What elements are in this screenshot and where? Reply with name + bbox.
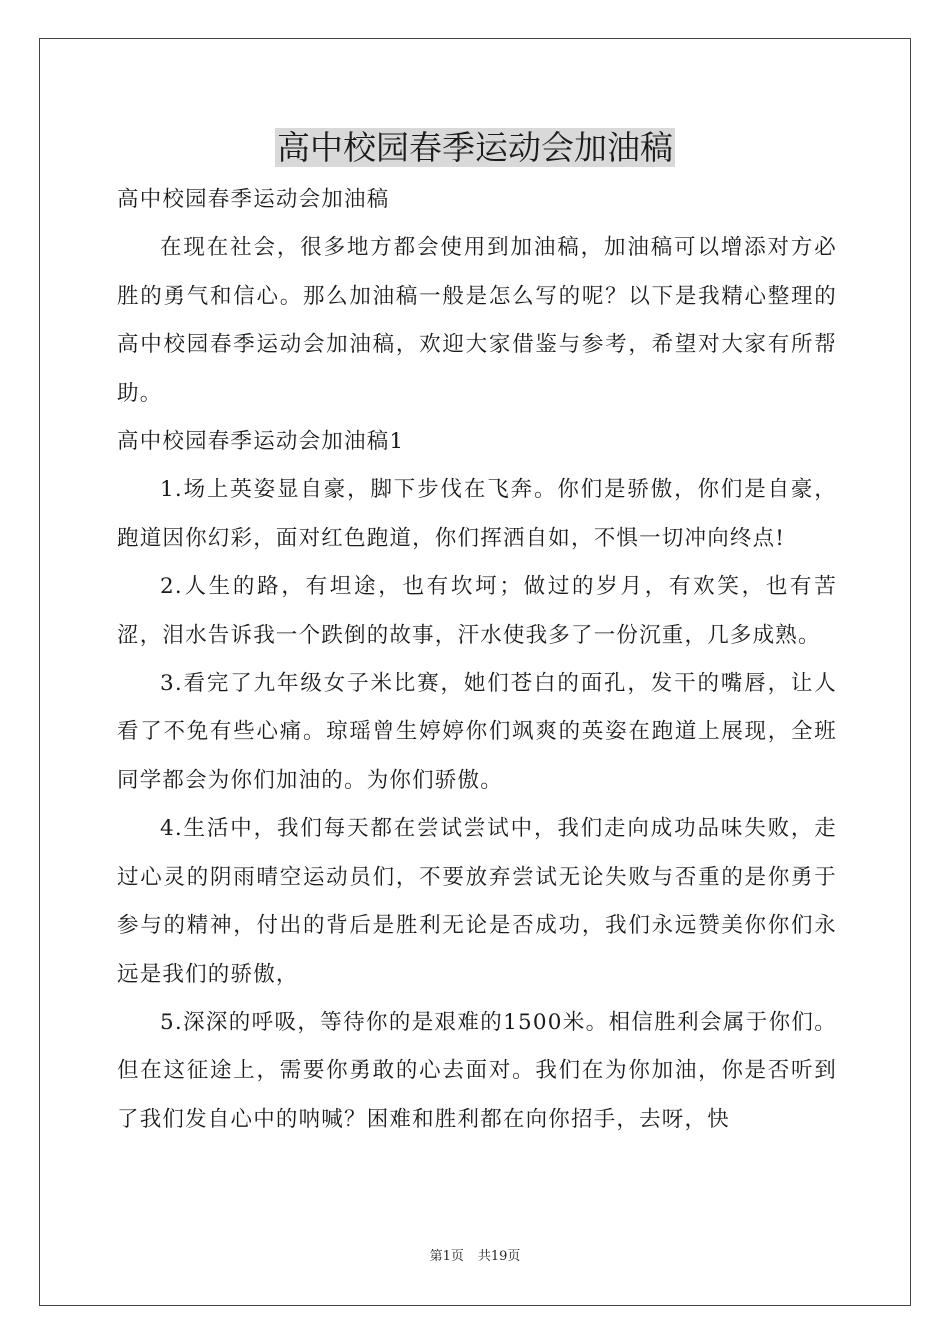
paragraph-item-4: 4.生活中，我们每天都在尝试尝试中，我们走向成功品味失败，走过心灵的阴雨晴空运动员们，不要放弃尝试无论失败与否重的是你勇于参与的精神，付出的背后是胜利无论是否成功，我们永远赞美你你们永远是我们的骄傲，	[117, 816, 837, 987]
paragraph-item-5: 5.深深的呼吸，等待你的是艰难的1500米。相信胜利会属于你们。但在这征途上，需要你勇敢的心去面对。我们在为你加油，你是否听到了我们发自心中的呐喊？困难和胜利都在向你招手，去呀，快	[117, 1009, 837, 1132]
paragraph-item-3: 3.看完了九年级女子米比赛，她们苍白的面孔，发干的嘴唇，让人看了不免有些心痛。琼瑶曾生婷婷你们飒爽的英姿在跑道上展现，全班同学都会为你们加油的。为你们骄傲。	[117, 671, 837, 793]
document-title-text: 高中校园春季运动会加油稿	[277, 128, 673, 167]
paragraph-item-2: 2.人生的路，有坦途，也有坎坷；做过的岁月，有欢笑，也有苦涩，泪水告诉我一个跌倒的故事，汗水使我多了一份沉重，几多成熟。	[117, 574, 837, 648]
paragraph-item-1: 1.场上英姿显自豪，脚下步伐在飞奔。你们是骄傲，你们是自豪，跑道因你幻彩，面对红色跑道，你们挥洒自如，不惧一切冲向终点!	[117, 477, 837, 551]
paragraph-section-heading: 高中校园春季运动会加油稿1	[117, 429, 405, 455]
paragraph-intro: 在现在社会，很多地方都会使用到加油稿，加油稿可以增添对方必胜的勇气和信心。那么加油稿一般是怎么写的呢？以下是我精心整理的高中校园春季运动会加油稿，欢迎大家借鉴与参考，希望对大家有所帮助。	[117, 235, 837, 406]
page-total: 共19页	[477, 1249, 521, 1264]
page-footer	[0, 1248, 950, 1266]
paragraph-subtitle: 高中校园春季运动会加油稿	[117, 187, 390, 212]
page-number: 第1页	[429, 1249, 464, 1264]
document-title	[0, 124, 950, 172]
document-body	[117, 176, 837, 1144]
